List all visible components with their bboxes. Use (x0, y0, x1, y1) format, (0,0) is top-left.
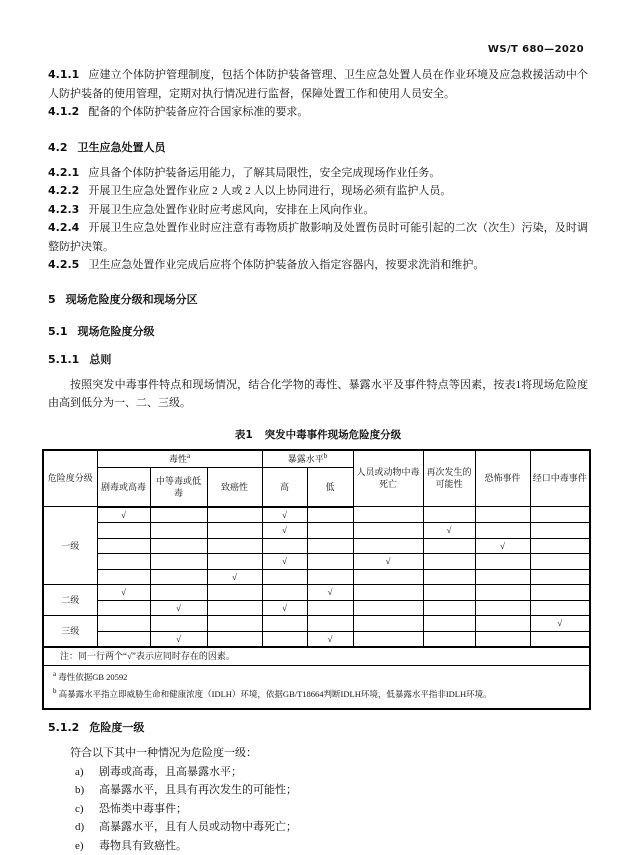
col-group-exposure (262, 450, 353, 468)
check-cell (530, 569, 590, 585)
col-header-high-exposure: 高 (262, 467, 307, 507)
section-number: 5.1.1 (48, 353, 79, 366)
footnote-a-text: 毒性依据GB 20592 (58, 672, 127, 682)
clause-number: 4.2.4 (48, 221, 79, 234)
level-cell: 二级 (43, 585, 97, 616)
footnote-b-marker: b (53, 687, 57, 695)
clause-text: 应具备个体防护装备运用能力，了解其局限性，安全完成现场作业任务。 (88, 167, 440, 179)
list-item-a (48, 763, 588, 782)
clause-number: 4.2.1 (48, 166, 79, 179)
check-cell (475, 616, 530, 632)
check-cell (423, 554, 475, 570)
table-row (43, 616, 590, 632)
check-cell (207, 585, 262, 601)
check-cell: √ (97, 507, 150, 523)
level-cell: 三级 (43, 616, 97, 648)
check-cell (530, 585, 590, 601)
level-cell: 一级 (43, 507, 97, 585)
clause-text: 开展卫生应急处置作业时应注意有毒物质扩散影响及处置伤员时可能引起的二次（次生）污染，及时调整防护决策。 (48, 222, 588, 253)
check-cell (97, 569, 150, 585)
check-cell (423, 507, 475, 523)
check-cell: √ (97, 585, 150, 601)
footnote-b-text: 高暴露水平指立即威胁生命和健康浓度（IDLH）环境，依据GB/T18664判断IDLH环境，低暴露水平指非IDLH环境。 (59, 689, 492, 699)
check-cell (353, 585, 423, 601)
footnote-a-marker: a (53, 670, 56, 678)
clause-4-1-1 (48, 66, 588, 103)
table-row (43, 585, 590, 601)
col-header-death: 人员或动物中毒死亡 (353, 450, 423, 507)
section-heading-5-1-2 (48, 720, 588, 735)
check-cell (262, 585, 307, 601)
section-number: 5 (48, 293, 56, 306)
list-label: c) (75, 800, 99, 819)
check-cell: √ (207, 569, 262, 585)
list-text: 毒物具有致癌性。 (99, 840, 187, 852)
clause-number: 4.2.5 (48, 258, 79, 271)
check-cell (475, 554, 530, 570)
check-cell (530, 538, 590, 554)
check-cell (307, 507, 353, 523)
clause-number: 4.1.2 (48, 105, 79, 118)
section-heading-5 (48, 292, 588, 307)
list-label: a) (75, 763, 99, 782)
check-cell (262, 631, 307, 647)
check-cell (353, 538, 423, 554)
col-header-low-exposure: 低 (307, 467, 353, 507)
section-title: 危险度一级 (89, 721, 144, 734)
list-text: 高暴露水平，且有人员或动物中毒死亡； (99, 821, 297, 833)
clause-number: 4.2.2 (48, 184, 79, 197)
footnote-a (53, 670, 583, 684)
check-cell: √ (262, 507, 307, 523)
check-cell: √ (262, 523, 307, 539)
check-cell (307, 523, 353, 539)
section-heading-5-1 (48, 324, 588, 339)
table-row (43, 554, 590, 570)
section-number: 5.1.2 (48, 721, 79, 734)
col-header-risk-level: 危险度分级 (43, 450, 97, 507)
clause-4-2-2 (48, 182, 588, 201)
check-cell (530, 600, 590, 616)
check-cell (207, 523, 262, 539)
check-cell: √ (307, 585, 353, 601)
check-cell (307, 569, 353, 585)
col-header-recurrence: 再次发生的可能性 (423, 450, 475, 507)
table-caption (48, 428, 588, 442)
check-cell (262, 616, 307, 632)
clause-4-2-4 (48, 219, 588, 256)
check-cell (475, 631, 530, 647)
check-cell (475, 569, 530, 585)
clause-number: 4.2.3 (48, 203, 79, 216)
check-cell (262, 569, 307, 585)
section-number: 5.1 (48, 325, 68, 338)
check-cell: √ (307, 631, 353, 647)
section-heading-5-1-1 (48, 352, 588, 367)
check-cell: √ (475, 538, 530, 554)
list-item-e (48, 837, 588, 855)
section-heading-4-2 (48, 140, 588, 155)
list-text: 剧毒或高毒，且高暴露水平； (99, 766, 242, 778)
check-cell (97, 616, 150, 632)
clause-text: 开展卫生应急处置作业时应考虑风向，安排在上风向作业。 (88, 204, 374, 216)
check-cell (97, 600, 150, 616)
check-cell (423, 631, 475, 647)
check-cell (423, 616, 475, 632)
footnote-b (53, 687, 583, 701)
table-note: 注：同一行两个“√”表示应同时存在的因素。 (43, 647, 590, 666)
check-cell (530, 554, 590, 570)
col-header-carcinogenic: 致癌性 (207, 467, 262, 507)
list-label: e) (75, 837, 99, 855)
table-row (43, 538, 590, 554)
list-label: d) (75, 818, 99, 837)
clause-4-2-1 (48, 164, 588, 183)
check-cell (207, 554, 262, 570)
section-title: 现场危险度分级 (78, 325, 155, 338)
check-cell (307, 600, 353, 616)
col-header-terror: 恐怖事件 (475, 450, 530, 507)
check-cell (307, 538, 353, 554)
check-cell (423, 569, 475, 585)
check-cell (97, 523, 150, 539)
check-cell (207, 507, 262, 523)
check-cell (307, 554, 353, 570)
section-title: 卫生应急处置人员 (78, 141, 166, 154)
check-cell: √ (150, 631, 207, 647)
check-cell (150, 585, 207, 601)
table-row (43, 507, 590, 523)
section-title: 现场危险度分级和现场分区 (66, 293, 198, 306)
clause-4-2-5 (48, 256, 588, 275)
clause-4-1-2 (48, 103, 588, 122)
check-cell (423, 600, 475, 616)
clause-text: 应建立个体防护管理制度，包括个体防护装备管理、卫生应急处置人员在作业环境及应急救援活动中个人防护装备的使用管理，定期对执行情况进行监督，保障处置工作和使用人员安全。 (48, 69, 588, 100)
check-cell: √ (353, 554, 423, 570)
check-cell (97, 554, 150, 570)
footnote-marker-b: b (324, 452, 328, 460)
check-cell: √ (530, 616, 590, 632)
list-label: b) (75, 781, 99, 800)
table-footnote-row (43, 666, 590, 710)
doc-number: WS/T 680—2020 (0, 0, 620, 55)
col-group-toxicity (97, 450, 262, 468)
check-cell: √ (423, 523, 475, 539)
table-note-row (43, 647, 590, 666)
list-item-b (48, 781, 588, 800)
list-item-c (48, 800, 588, 819)
section-number: 4.2 (48, 141, 68, 154)
check-cell (353, 600, 423, 616)
risk-grading-table (42, 449, 591, 711)
section-title: 总则 (89, 353, 111, 366)
check-cell (353, 631, 423, 647)
check-cell (475, 507, 530, 523)
list-item-d (48, 818, 588, 837)
check-cell (307, 616, 353, 632)
check-cell (475, 523, 530, 539)
paragraph-5-1-1: 按照突发中毒事件特点和现场情况，结合化学物的毒性、暴露水平及事件特点等因素，按表1将现场危险度由高到低分为一、二、三级。 (48, 376, 588, 413)
check-cell (97, 631, 150, 647)
check-cell (475, 585, 530, 601)
table-footnotes (43, 666, 590, 710)
check-cell (150, 569, 207, 585)
table-header-row-1 (43, 450, 590, 468)
table-label: 表1 (235, 429, 253, 441)
list-text: 恐怖类中毒事件； (99, 803, 187, 815)
check-cell (207, 616, 262, 632)
check-cell (150, 554, 207, 570)
table-title: 突发中毒事件现场危险度分级 (265, 429, 402, 441)
check-cell (97, 538, 150, 554)
col-header-oral: 经口中毒事件 (530, 450, 590, 507)
check-cell (150, 523, 207, 539)
footnote-marker-a: a (187, 452, 190, 460)
clause-text: 配备的个体防护装备应符合国家标准的要求。 (88, 106, 308, 118)
col-header-moderate-toxic: 中等毒或低毒 (150, 467, 207, 507)
clause-4-2-3 (48, 201, 588, 220)
check-cell (353, 616, 423, 632)
check-cell: √ (262, 600, 307, 616)
check-cell (475, 600, 530, 616)
check-cell: √ (262, 554, 307, 570)
check-cell (423, 538, 475, 554)
check-cell (207, 538, 262, 554)
check-cell (150, 616, 207, 632)
check-cell (353, 523, 423, 539)
table-row (43, 523, 590, 539)
clause-text: 开展卫生应急处置作业应 2 人或 2 人以上协同进行，现场必须有监护人员。 (88, 185, 451, 197)
check-cell (423, 585, 475, 601)
check-cell (150, 507, 207, 523)
paragraph-5-1-2: 符合以下其中一种情况为危险度一级： (48, 744, 588, 763)
table-row (43, 600, 590, 616)
col-group-toxicity-label: 毒性 (169, 454, 187, 464)
table-row (43, 631, 590, 647)
check-cell (530, 631, 590, 647)
check-cell: √ (150, 600, 207, 616)
check-cell (150, 538, 207, 554)
check-cell (353, 507, 423, 523)
list-text: 高暴露水平，且具有再次发生的可能性； (99, 784, 297, 796)
check-cell (530, 507, 590, 523)
col-header-extreme-toxic: 剧毒或高毒 (97, 467, 150, 507)
check-cell (530, 523, 590, 539)
check-cell (207, 631, 262, 647)
col-group-exposure-label: 暴露水平 (288, 454, 324, 464)
page-content (0, 55, 620, 855)
check-cell (353, 569, 423, 585)
check-cell (262, 538, 307, 554)
table-row (43, 569, 590, 585)
check-cell (207, 600, 262, 616)
clause-number: 4.1.1 (48, 68, 79, 81)
clause-text: 卫生应急处置作业完成后应将个体防护装备放入指定容器内，按要求洗消和维护。 (88, 259, 484, 271)
